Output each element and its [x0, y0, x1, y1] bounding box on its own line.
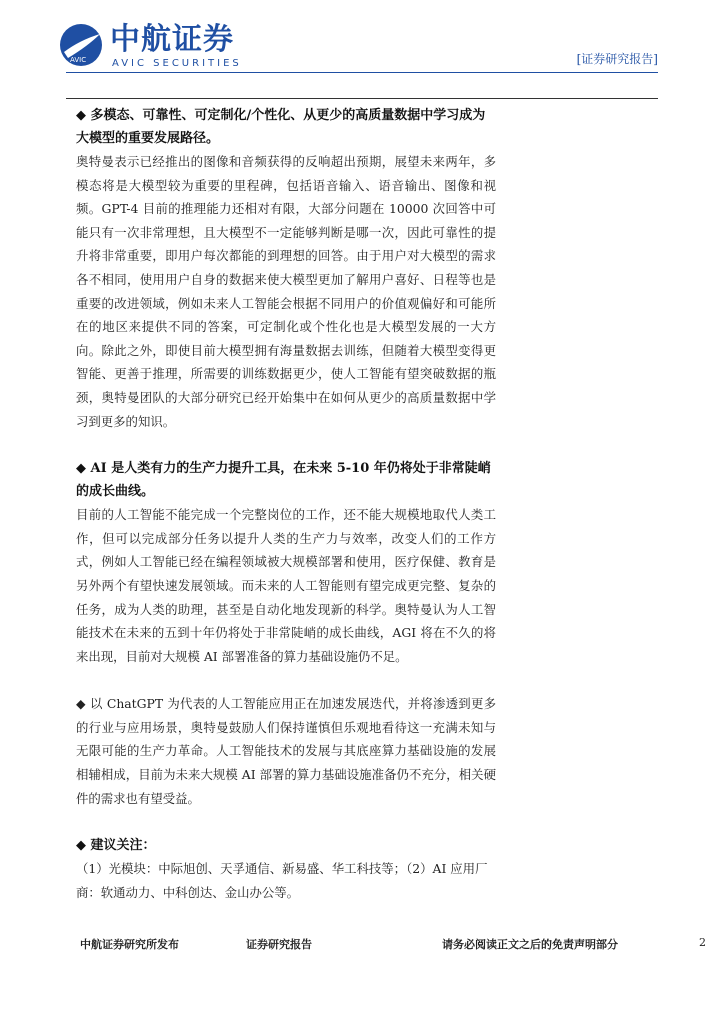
section-paragraph: ◆ 以 ChatGPT 为代表的人工智能应用正在加速发展迭代，并将渗透到更多的行业与应用场景，奥特曼鼓励人们保持谨慎但乐观地看待这一充满未知与无限可能的生产力革命。人工智能技术的发展与其底座算力基础设施的发展相辅相成，目前为未来大规模 AI 部署的算力基础设施准备仍不充分，相关硬件的需求也有望受益。	[76, 696, 496, 806]
recommendation-line: （1）光模块：中际旭创、天孚通信、新易盛、华工科技等；（2）AI 应用厂	[76, 861, 488, 877]
footer-disclaimer-note: 请务必阅读正文之后的免责声明部分	[442, 938, 618, 951]
section-multimodal	[76, 104, 496, 433]
section-paragraph: 目前的人工智能不能完成一个完整岗位的工作，还不能大规模地取代人类工作，但可以完成部分任务以提升人类的生产力与效率，改变人们的工作方式，例如人工智能已经在编程领域被大规模部署和使用，医疗保健、教育是另外两个有望快速发展领域。而未来的人工智能则有望完成更完整、复杂的任务，成为人类的助理，甚至是自动化地发现新的科学。奥特曼认为人工智能技术在未来的五到十年仍将处于非常陡峭的成长曲线，AGI 将在不久的将来出现，目前对大规模 AI 部署准备的算力基础设施仍不足。	[76, 507, 496, 664]
section-productivity	[76, 457, 496, 668]
page-footer	[0, 936, 724, 956]
avic-logo-icon	[58, 22, 104, 68]
logo-badge-text: AVIC	[70, 56, 87, 64]
recommendation-line: 商：软通动力、中科创达、金山办公等。	[76, 884, 300, 900]
recommendations-title: ◆ 建议关注：	[76, 838, 156, 854]
section-paragraph: 奥特曼表示已经推出的图像和音频获得的反响超出预期，展望未来两年，多模态将是大模型较为重要的里程碑，包括语音输入、语音输出、图像和视频。GPT-4 目前的推理能力还相对有限，大部分问题在 10000 次回答中可能只有一次非常理想，且大模型不一定能够判断是哪一次，因此可靠性的提升将非常重要，即用户每次都能的到理想的回答。由于用户对大模型的需求各不相同，使用用户自身的数据来使大模型更加了解用户喜好、日程等也是重要的改进领域，例如未来人工智能会根据不同用户的价值观偏好和可能所在的地区来提供不同的答案，可定制化或个性化也是大模型发展的一大方向。除此之外，即使目前大模型拥有海量数据去训练，但随着大模型变得更智能、更善于推理，所需要的训练数据更少，使人工智能有望突破数据的瓶颈，奥特曼团队的大部分研究已经开始集中在如何从更少的高质量数据中学习到更多的知识。	[76, 154, 496, 429]
header-divider	[66, 72, 658, 73]
page-number: 2	[699, 936, 706, 949]
report-body	[76, 104, 496, 928]
page-header	[0, 0, 724, 110]
footer-publisher: 中航证券研究所发布	[80, 938, 179, 951]
section-outlook	[76, 692, 496, 810]
logo-english-name: AVIC SECURITIES	[112, 58, 242, 69]
footer-report-type: 证券研究报告	[246, 938, 312, 951]
content-divider	[66, 98, 658, 99]
section-title: ◆ AI 是人类有力的生产力提升工具，在未来 5-10 年仍将处于非常陡峭的成长曲线。	[76, 461, 491, 500]
section-recommendations	[76, 834, 496, 904]
company-logo	[58, 22, 258, 74]
section-title: ◆ 多模态、可靠性、可定制化/个性化、从更少的高质量数据中学习成为大模型的重要发展路径。	[76, 108, 486, 146]
report-type-tag: [证券研究报告]	[576, 52, 658, 66]
logo-chinese-name: 中航证券	[110, 22, 234, 57]
